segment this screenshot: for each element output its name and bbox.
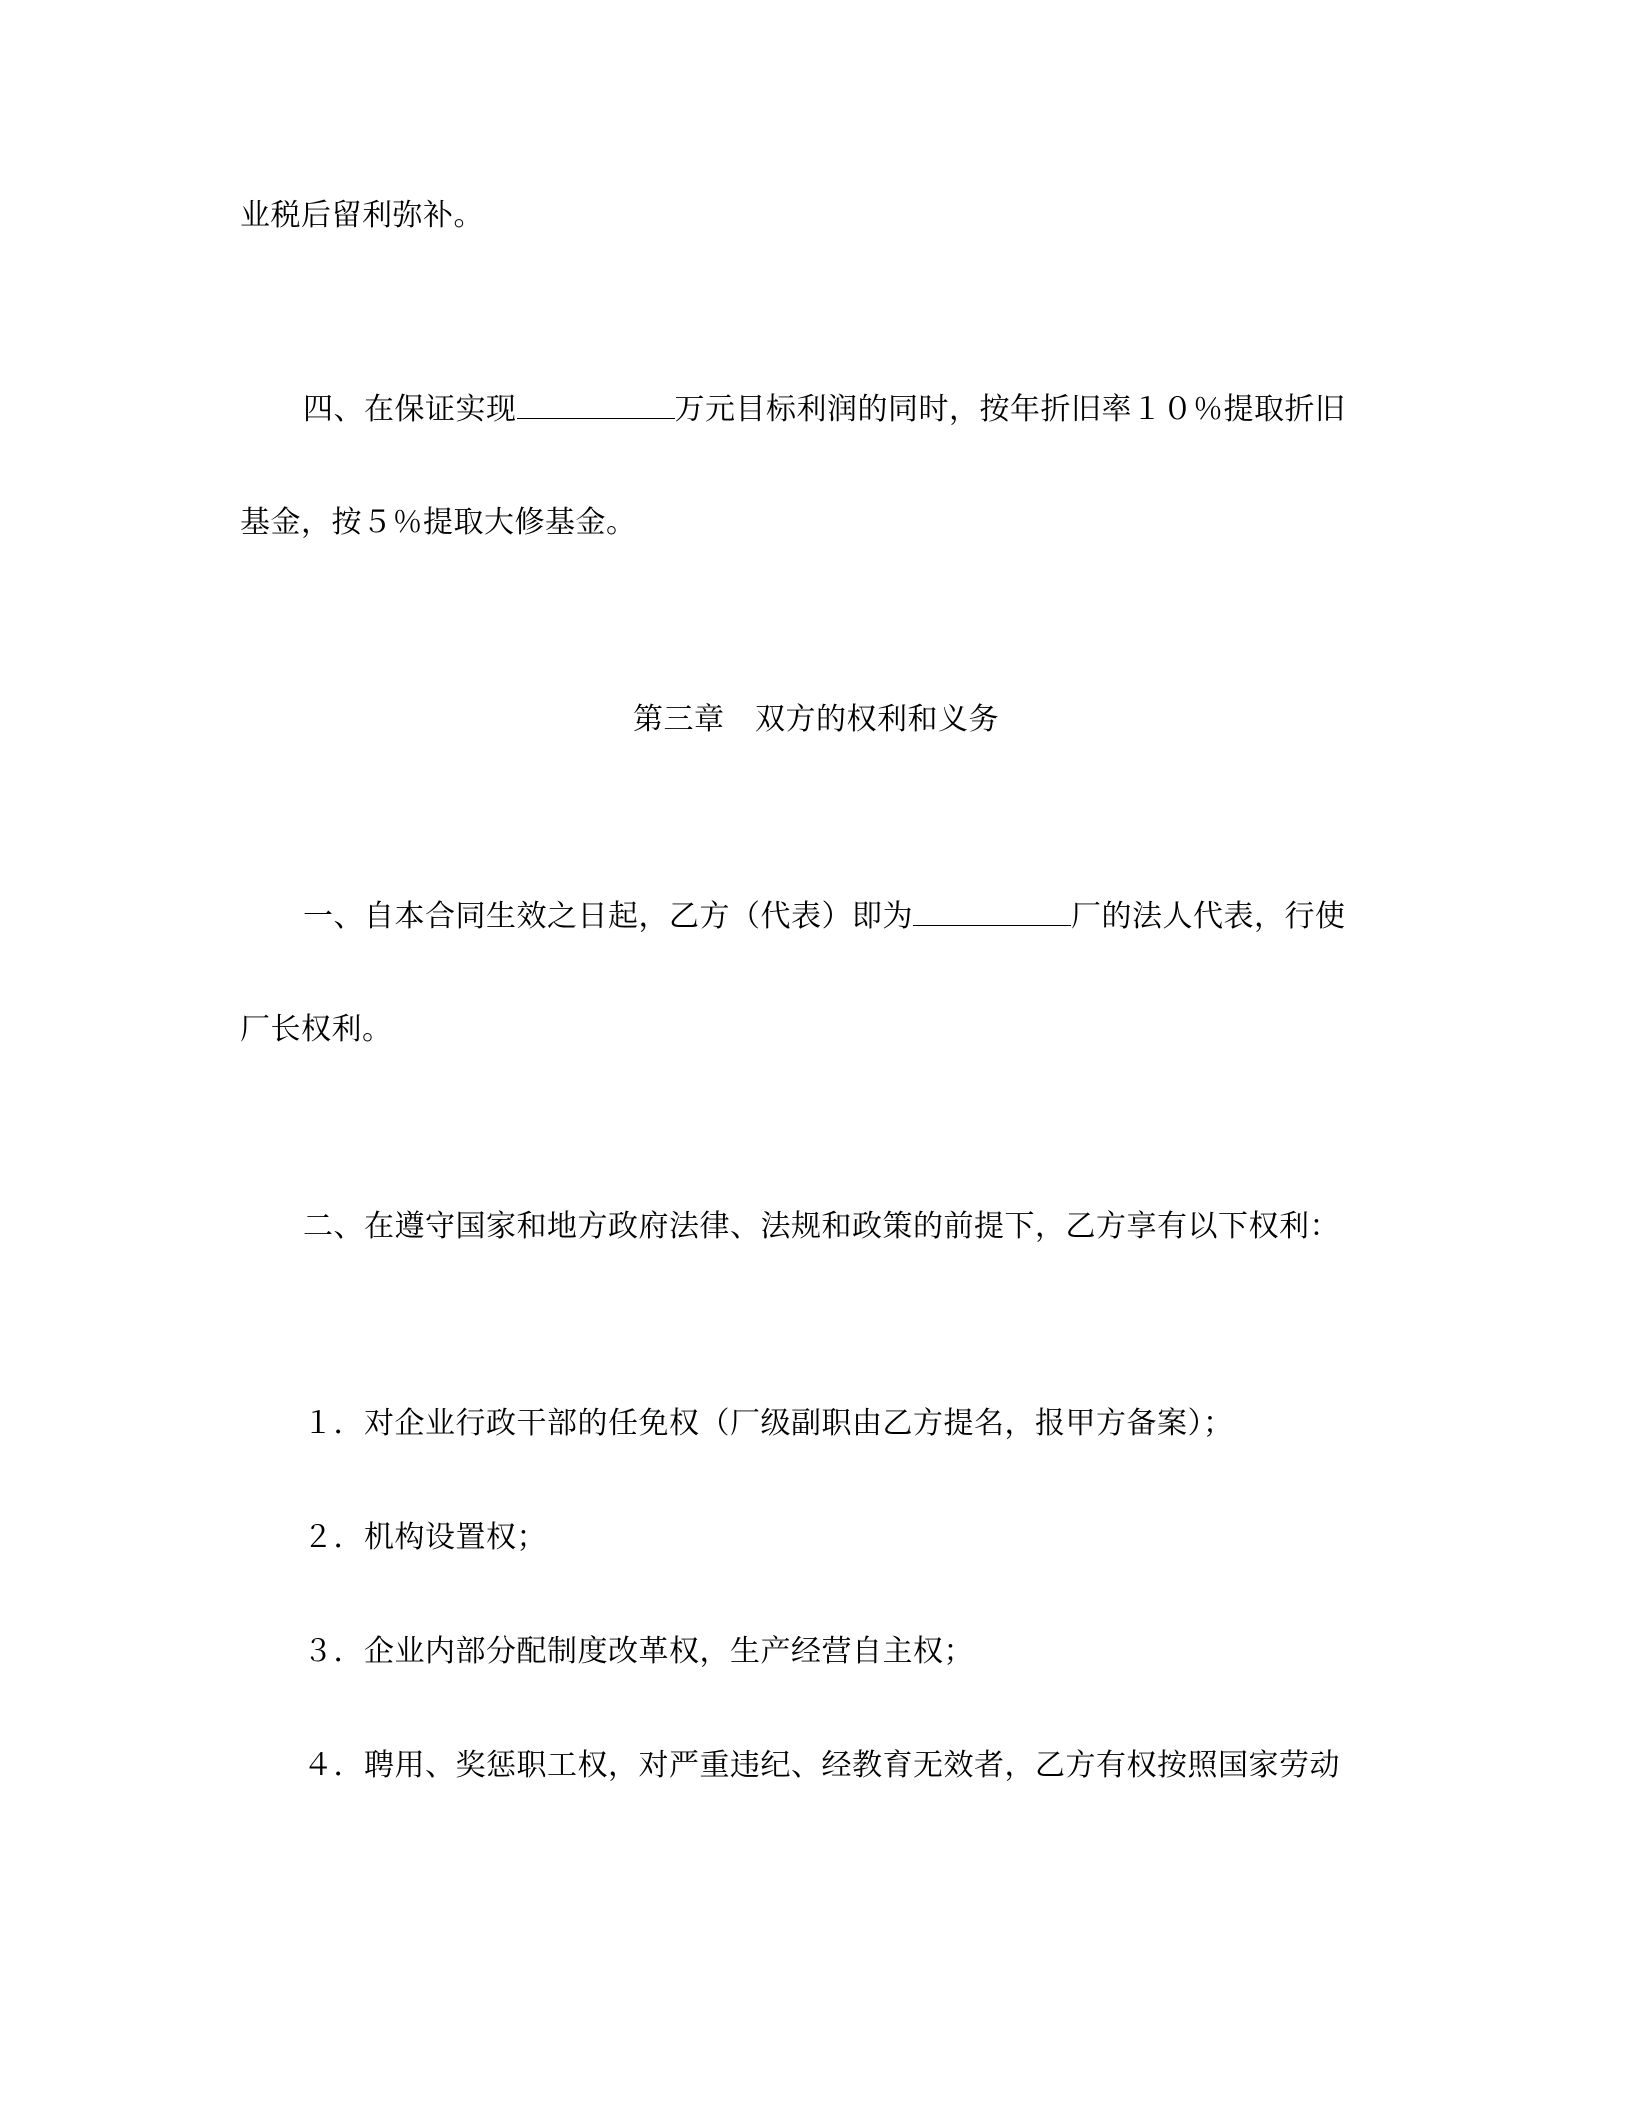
text: 厂长权利。	[240, 1012, 393, 1047]
text: 四、在保证实现	[303, 392, 517, 427]
list-item	[303, 1518, 547, 1558]
text: ３．企业内部分配制度改革权，生产经营自主权；	[303, 1634, 974, 1669]
paragraph-line	[303, 390, 1346, 430]
text: ２．机构设置权；	[303, 1520, 547, 1555]
text: １．对企业行政干部的任免权（厂级副职由乙方提名，报甲方备案）；	[303, 1406, 1234, 1441]
list-item	[303, 1404, 1234, 1444]
list-item	[303, 1746, 1340, 1786]
paragraph-line	[240, 1010, 393, 1050]
paragraph-line	[303, 897, 1346, 937]
text: 二、在遵守国家和地方政府法律、法规和政策的前提下，乙方享有以下权利：	[303, 1209, 1340, 1244]
paragraph-line	[303, 1207, 1340, 1247]
paragraph-line	[240, 503, 637, 543]
chapter-heading	[0, 700, 1632, 740]
text: 万元目标利润的同时，按年折旧率１０％提取折旧	[674, 392, 1346, 427]
text: ４．聘用、奖惩职工权，对严重违纪、经教育无效者，乙方有权按照国家劳动	[303, 1748, 1340, 1783]
text: 一、自本合同生效之日起，乙方（代表）即为	[303, 899, 913, 934]
fill-in-blank[interactable]	[517, 390, 675, 419]
text: 业税后留利弥补。	[240, 198, 484, 233]
paragraph-line	[240, 196, 484, 236]
text: 厂的法人代表，行使	[1071, 899, 1346, 934]
fill-in-blank[interactable]	[913, 897, 1071, 926]
list-item	[303, 1632, 974, 1672]
text: 基金，按５％提取大修基金。	[240, 505, 637, 540]
text: 第三章 双方的权利和义务	[633, 702, 999, 737]
